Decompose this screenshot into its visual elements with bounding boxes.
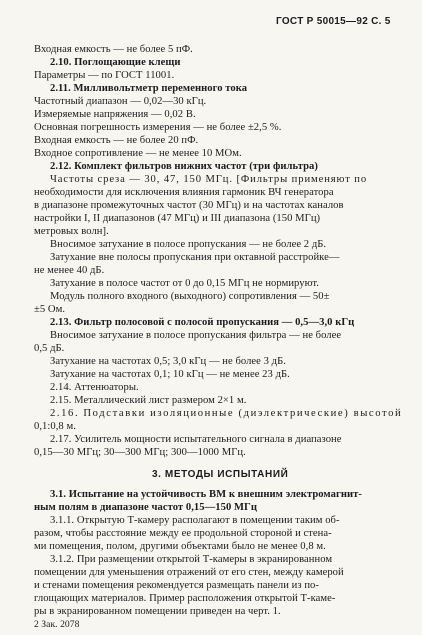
text-line: ми помещения, полом, другими объектами было не менее 0,8 м. [34, 541, 326, 552]
text-line: 0,1:0,8 м. [34, 421, 76, 432]
text-line: 3.1.1. Открытую Т-камеру располагают в помещении таким об- [50, 515, 340, 526]
text-line: и стенами помещения рекомендуется размещать панели из по- [34, 580, 319, 591]
text-line: ±5 Ом. [34, 304, 66, 315]
text-line: Входное сопротивление — не менее 10 МОм. [34, 148, 242, 159]
text-line: необходимости для исключения влияния гармоник ВЧ генератора [34, 187, 334, 198]
text-line: разом, чтобы расстояние между ее продольной стороной и стена- [34, 528, 332, 539]
text-line: Частоты среза — 30, 47, 150 МГц. [Фильтры применяют по [50, 174, 368, 185]
item-heading: 2.12. Комплект фильтров нижних частот (три фильтра) [50, 161, 318, 172]
text-line: в диапазоне промежуточных частот (30 МГц) и на частотах каналов [34, 200, 344, 211]
text-line: Входная емкость — не более 20 пФ. [34, 135, 199, 146]
text-line: метровых волн]. [34, 226, 109, 237]
text-line: 2.14. Аттенюаторы. [50, 382, 139, 393]
text-line: глощающих материалов. Пример расположения открытой Т-каме- [34, 593, 336, 604]
text-line: не менее 40 дБ. [34, 265, 105, 276]
text-line: 0,5 дБ. [34, 343, 65, 354]
page-footer: 2 Зак. 2078 [34, 619, 80, 630]
section-title: 3. МЕТОДЫ ИСПЫТАНИЙ [152, 469, 289, 480]
text-line: Вносимое затухание в полосе пропускания — не более 2 дБ. [50, 239, 327, 250]
text-line: Параметры — по ГОСТ 11001. [34, 70, 175, 81]
text-line: помещении для уменьшения отражений от его стен, между камерой [34, 567, 344, 578]
text-line: Вносимое затухание в полосе пропускания фильтра — не более [50, 330, 342, 341]
text-line: Затухание на частотах 0,5; 3,0 кГц — не более 3 дБ. [50, 356, 286, 367]
text-line: Затухание в полосе частот от 0 до 0,15 МГц не нормируют. [50, 278, 320, 289]
item-heading: 2.13. Фильтр полосовой с полосой пропускания — 0,5—3,0 кГц [50, 317, 355, 328]
text-line: 0,15—30 МГц; 30—300 МГц; 300—1000 МГц. [34, 447, 246, 458]
item-heading: 2.11. Милливольтметр переменного тока [50, 83, 248, 94]
text-line: Входная емкость — не более 5 пФ. [34, 44, 193, 55]
text-line: Измеряемые напряжения — 0,02 В. [34, 109, 196, 120]
text-line: 2.16. Подставки изоляционные (диэлектрические) высотой [50, 408, 403, 419]
text-line: 2.15. Металлический лист размером 2×1 м. [50, 395, 247, 406]
text-line: 2.17. Усилитель мощности испытательного сигнала в диапазоне [50, 434, 342, 445]
text-line: ры в экранированном помещении приведен на черт. 1. [34, 606, 281, 617]
text-line: Частотный диапазон — 0,02—30 кГц. [34, 96, 207, 107]
page-header: ГОСТ Р 50015—92 С. 5 [276, 16, 391, 27]
text-line: Затухание вне полосы пропускания при октавной расстройке— [50, 252, 340, 263]
item-heading: 2.10. Поглощающие клещи [50, 57, 181, 68]
text-line: Затухание на частотах 0,1; 10 кГц — не менее 23 дБ. [50, 369, 290, 380]
item-heading: 3.1. Испытание на устойчивость ВМ к внешним электромагнит- [50, 489, 362, 500]
text-line: Модуль полного входного (выходного) сопротивления — 50± [50, 291, 330, 302]
item-heading: ным полям в диапазоне частот 0,15—150 МГц [34, 502, 257, 513]
text-line: настройки I, II диапазонов (47 МГц) и III диапазона (150 МГц) [34, 213, 321, 224]
text-line: Основная погрешность измерения — не более ±2,5 %. [34, 122, 282, 133]
text-line: 3.1.2. При размещении открытой Т-камеры в экранированном [50, 554, 333, 565]
